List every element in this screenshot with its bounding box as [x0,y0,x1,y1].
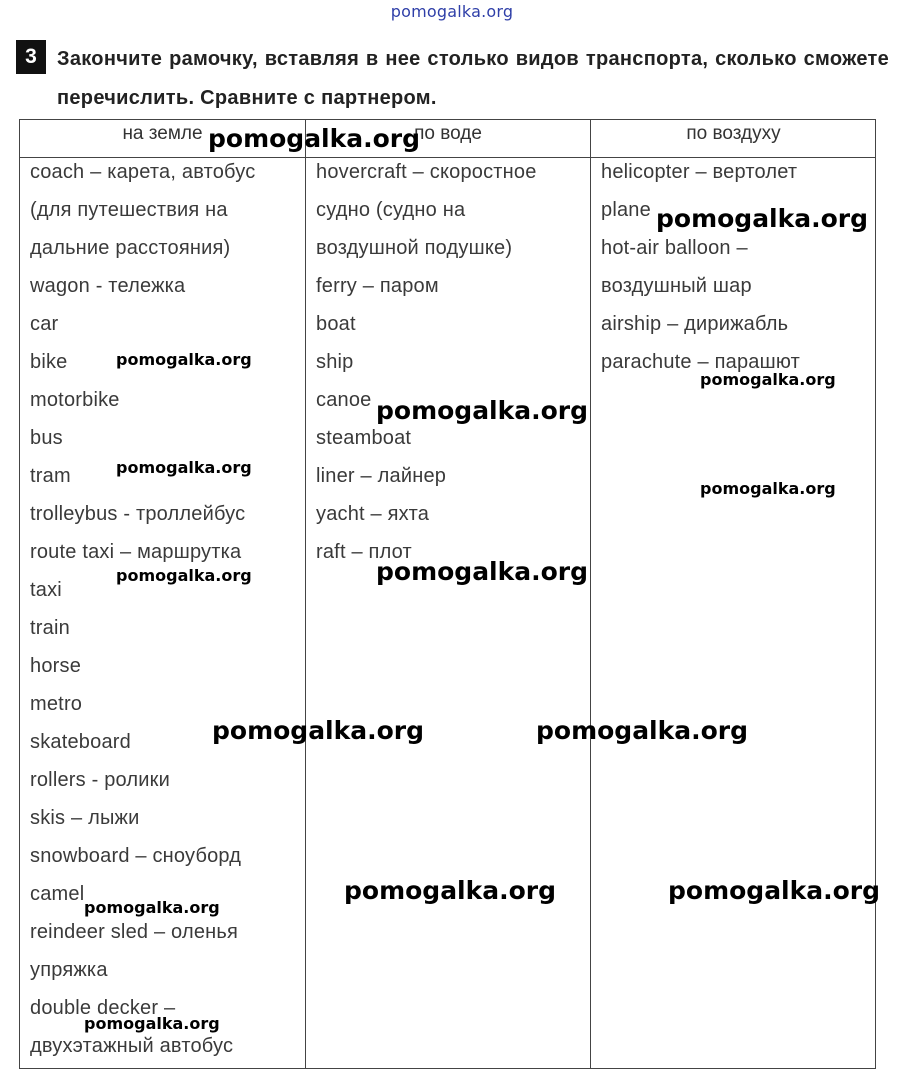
land-transport-item: double decker – [30,997,176,1019]
land-transport-item: rollers - ролики [30,769,170,791]
task-instruction: Закончите рамочку, вставляя в нее столько видов транспорта, сколько сможете перечислить. Сравните с партнером. [57,48,889,109]
land-transport-item: camel [30,883,85,905]
watermark: pomogalka.org [116,458,252,477]
land-transport-item: tram [30,465,71,487]
air-transport-list [601,153,867,381]
water-transport-item: воздушной подушке) [316,237,513,259]
air-transport-item: helicopter – вертолет [601,161,798,183]
air-transport-item: airship – дирижабль [601,313,789,335]
column-divider [590,119,591,1069]
watermark: pomogalka.org [212,716,425,745]
air-transport-item: hot-air balloon – [601,237,748,259]
watermark: pomogalka.org [656,204,869,233]
watermark: pomogalka.org [84,1014,220,1033]
column-divider [305,119,306,1069]
watermark: pomogalka.org [344,876,557,905]
watermark: pomogalka.org [376,396,589,425]
land-transport-item: coach – карета, автобус [30,161,256,183]
watermark: pomogalka.org [700,370,836,389]
air-transport-item: plane [601,199,651,221]
air-transport-item: воздушный шар [601,275,752,297]
land-transport-item: двухэтажный автобус [30,1035,234,1057]
air-transport-item: parachute – парашют [601,351,800,373]
water-transport-item: yacht – яхта [316,503,430,525]
water-transport-list [316,153,581,571]
land-transport-item: reindeer sled – оленья [30,921,239,943]
task-number-badge: 3 [16,40,46,74]
water-transport-item: steamboat [316,427,412,449]
column-header-air: по воздуху [686,123,781,144]
watermark: pomogalka.org [668,876,881,905]
land-transport-item: wagon - тележка [30,275,186,297]
watermark: pomogalka.org [536,716,749,745]
land-transport-item: skateboard [30,731,131,753]
water-transport-item: boat [316,313,356,335]
land-transport-item: trolleybus - троллейбус [30,503,246,525]
land-transport-item: skis – лыжи [30,807,140,829]
land-transport-item: snowboard – сноуборд [30,845,242,867]
water-transport-item: raft – плот [316,541,412,563]
land-transport-list [30,153,296,1065]
land-transport-item: horse [30,655,82,677]
land-transport-item: train [30,617,70,639]
land-transport-item: car [30,313,59,335]
water-transport-item: ship [316,351,354,373]
watermark: pomogalka.org [208,124,421,153]
header-watermark: pomogalka.org [390,2,514,21]
watermark: pomogalka.org [376,557,589,586]
land-transport-item: taxi [30,579,62,601]
watermark: pomogalka.org [116,566,252,585]
water-transport-item: liner – лайнер [316,465,447,487]
land-transport-item: motorbike [30,389,120,411]
watermark: pomogalka.org [84,898,220,917]
watermark: pomogalka.org [700,479,836,498]
column-header-land: на земле [122,123,203,144]
land-transport-item: bike [30,351,68,373]
water-transport-item: судно (судно на [316,199,466,221]
land-transport-item: упряжка [30,959,108,981]
land-transport-item: дальние расстояния) [30,237,231,259]
land-transport-item: (для путешествия на [30,199,228,221]
land-transport-item: bus [30,427,63,449]
water-transport-item: canoe [316,389,372,411]
land-transport-item: route taxi – маршрутка [30,541,242,563]
water-transport-item: ferry – паром [316,275,439,297]
column-header-water: по воде [414,123,482,144]
land-transport-item: metro [30,693,83,715]
water-transport-item: hovercraft – скоростное [316,161,537,183]
watermark: pomogalka.org [116,350,252,369]
